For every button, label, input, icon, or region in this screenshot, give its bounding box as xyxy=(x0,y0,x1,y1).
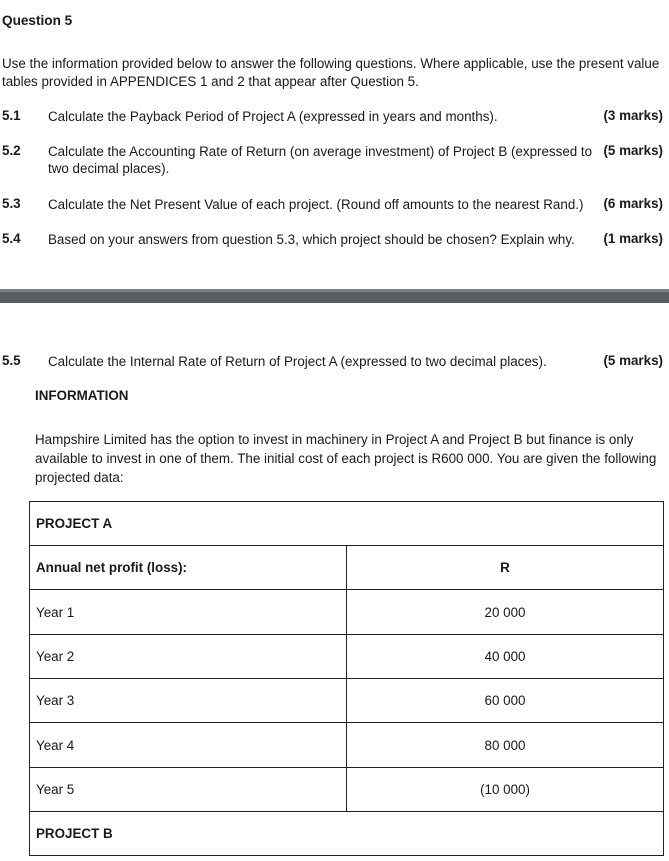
question-number: 5.2 xyxy=(2,143,21,158)
year-value: (10 000) xyxy=(347,768,664,812)
year-value: 20 000 xyxy=(347,590,664,635)
question-text: Calculate the Internal Rate of Return of Project A (expressed to two decimal places). xyxy=(48,354,547,369)
page-separator xyxy=(0,289,669,303)
table-row xyxy=(30,812,664,856)
page-bottom xyxy=(0,303,669,861)
question-number: 5.1 xyxy=(2,108,21,123)
question-text: Calculate the Net Present Value of each project. (Round off amounts to the nearest Rand.) xyxy=(48,197,584,212)
year-label: Year 4 xyxy=(30,723,347,768)
table-row xyxy=(30,546,664,590)
question-number: 5.5 xyxy=(2,353,21,368)
information-heading: INFORMATION xyxy=(35,388,129,403)
year-value: 60 000 xyxy=(347,679,664,723)
year-value: 80 000 xyxy=(347,723,664,768)
year-label: Year 2 xyxy=(30,635,347,679)
annual-net-profit-label: Annual net profit (loss): xyxy=(30,546,347,590)
table-row xyxy=(30,590,664,635)
table-row xyxy=(30,635,664,679)
year-label: Year 1 xyxy=(30,590,347,635)
question-number: 5.4 xyxy=(2,231,21,246)
question-text: Calculate the Payback Period of Project A (expressed in years and months). xyxy=(48,109,498,124)
question-marks: (5 marks) xyxy=(603,143,663,158)
table-row xyxy=(30,502,664,546)
question-title: Question 5 xyxy=(2,13,73,28)
question-text: Based on your answers from question 5.3, which project should be chosen? Explain why. xyxy=(48,232,575,247)
question-marks: (6 marks) xyxy=(603,196,663,211)
intro-text: Use the information provided below to answer the following questions. Where applicable, use the present value tables provided in APPENDICES 1 and 2 that appear after Question 5. xyxy=(2,56,660,89)
currency-unit: R xyxy=(347,546,664,590)
page-top xyxy=(0,0,669,289)
year-label: Year 5 xyxy=(30,768,347,812)
question-text: Calculate the Accounting Rate of Return (on average investment) of Project B (expressed to two decimal places). xyxy=(48,144,593,176)
question-number: 5.3 xyxy=(2,196,21,211)
question-marks: (3 marks) xyxy=(603,108,663,123)
question-marks: (1 marks) xyxy=(603,231,663,246)
project-b-heading: PROJECT B xyxy=(30,812,664,856)
project-a-heading: PROJECT A xyxy=(30,502,664,546)
year-label: Year 3 xyxy=(30,679,347,723)
year-value: 40 000 xyxy=(347,635,664,679)
information-text: Hampshire Limited has the option to invest in machinery in Project A and Project B but finance is only available to invest in one of them. The initial cost of each project is R600 000. You are given the following projected data: xyxy=(35,432,657,485)
table-row xyxy=(30,768,664,812)
table-row xyxy=(30,679,664,723)
project-data-table xyxy=(29,501,664,856)
question-marks: (5 marks) xyxy=(603,353,663,368)
table-row xyxy=(30,723,664,768)
